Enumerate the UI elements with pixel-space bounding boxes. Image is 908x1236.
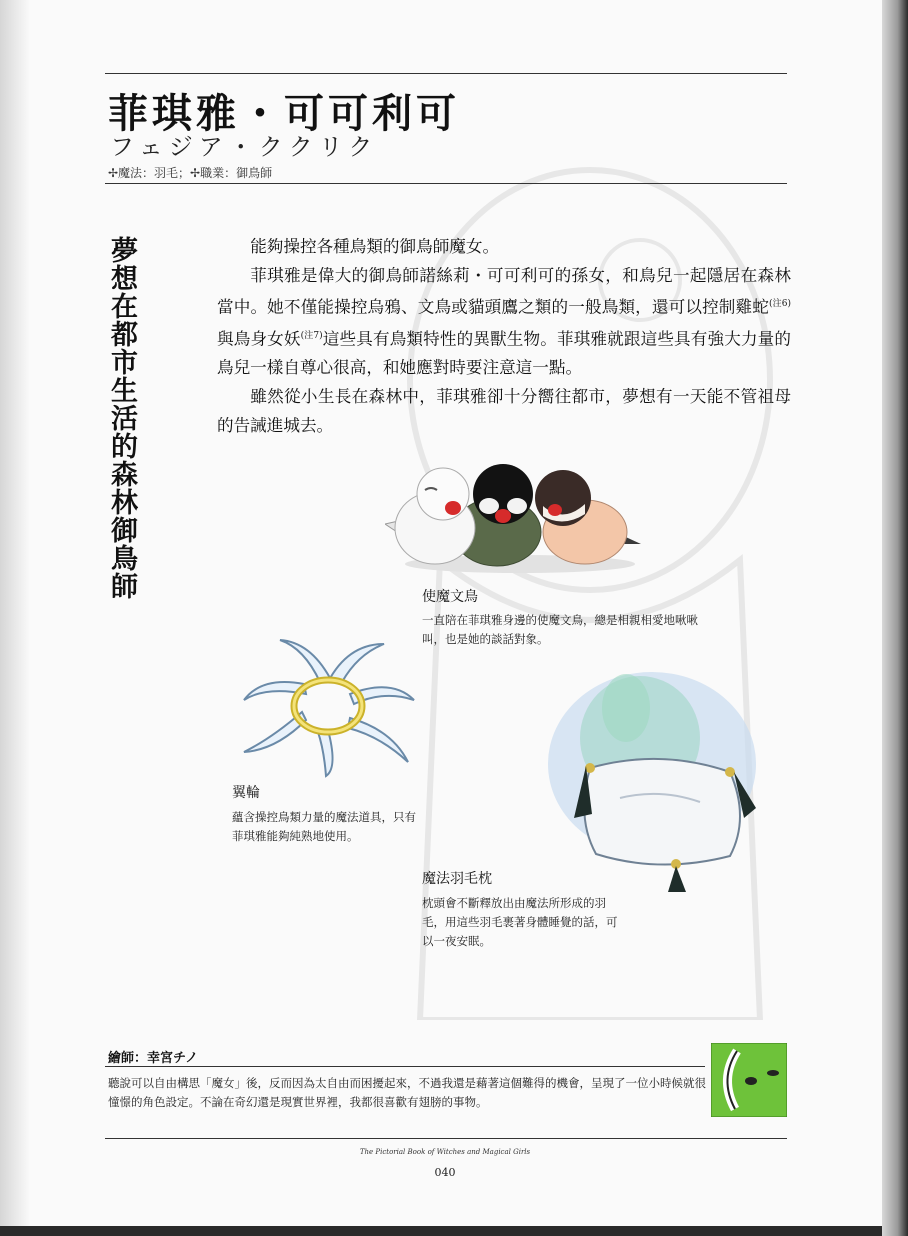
paragraph-2 — [217, 261, 791, 382]
pillow-caption-title: 魔法羽毛枕 — [422, 871, 492, 887]
ring-caption-title: 翼輪 — [232, 785, 260, 801]
paragraph-2-text-c: 這些具有鳥類特性的異獸生物。菲琪雅就跟這些具有強大力量的鳥兒一樣自尊心很高，和她應對時要注意這一點。 — [217, 329, 792, 378]
pillow-caption-text: 枕頭會不斷釋放出由魔法所形成的羽毛，用這些羽毛裹著身體睡覺的話，可以一夜安眠。 — [422, 896, 618, 948]
footnote-ref-6: (注6) — [768, 299, 791, 309]
wing-ring-illustration — [238, 638, 418, 778]
paragraph-2-text-b: 與鳥身女妖 — [217, 329, 301, 349]
illustrator-avatar — [711, 1043, 787, 1117]
spine-shadow — [0, 0, 30, 1226]
magic-feather-pillow-illustration — [540, 668, 780, 894]
page-number: 040 — [434, 1166, 456, 1179]
paragraph-3: 雖然從小生長在森林中，菲琪雅卻十分嚮往都市，夢想有一天能不管祖母的告誡進城去。 — [217, 387, 791, 436]
footnote-ref-7: (注7) — [300, 330, 323, 341]
credit-rule — [105, 1066, 705, 1067]
paragraph-1: 能夠操控各種鳥類的御鳥師魔女。 — [250, 237, 500, 256]
ring-caption-text: 蘊含操控鳥類力量的魔法道具，只有菲琪雅能夠純熟地使用。 — [232, 810, 416, 843]
illustrator-comment: 聽說可以自由構思「魔女」後，反而因為太自由而困擾起來，不過我還是藉著這個難得的機會，呈現了一位小時候就很憧憬的角色設定。不論在奇幻還是現實世界裡，我都很喜歡有翅膀的事物。 — [108, 1076, 706, 1109]
page-subtitle-japanese: フェジア・ククリク — [110, 133, 379, 161]
body-text — [217, 232, 791, 440]
magic-job-info: ✢魔法：羽毛；✢職業：御鳥師 — [108, 166, 273, 180]
illustrator-credit: 繪師：幸宮チノ — [108, 1051, 199, 1066]
page-title: 菲琪雅・可可利可 — [108, 90, 460, 137]
java-sparrows-illustration — [385, 462, 647, 580]
footer-rule — [105, 1138, 787, 1139]
book-title: The Pictorial Book of Witches and Magical Girls — [359, 1148, 531, 1156]
top-rule — [105, 73, 787, 74]
bird-caption-text: 一直陪在菲琪雅身邊的使魔文鳥，總是相親相愛地啾啾叫，也是她的談話對象。 — [422, 613, 698, 646]
page-edge — [882, 0, 908, 1236]
vertical-heading: 夢想在都市生活的森林御鳥師 — [106, 236, 137, 600]
paragraph-2-text-a: 菲琪雅是偉大的御鳥師諾絲莉・可可利可的孫女，和鳥兒一起隱居在森林當中。她不僅能操控烏鴉、文鳥或貓頭鷹之類的一般鳥類，還可以控制雞蛇 — [217, 266, 791, 317]
bird-caption-title: 使魔文鳥 — [422, 589, 478, 605]
header-rule — [105, 183, 787, 184]
